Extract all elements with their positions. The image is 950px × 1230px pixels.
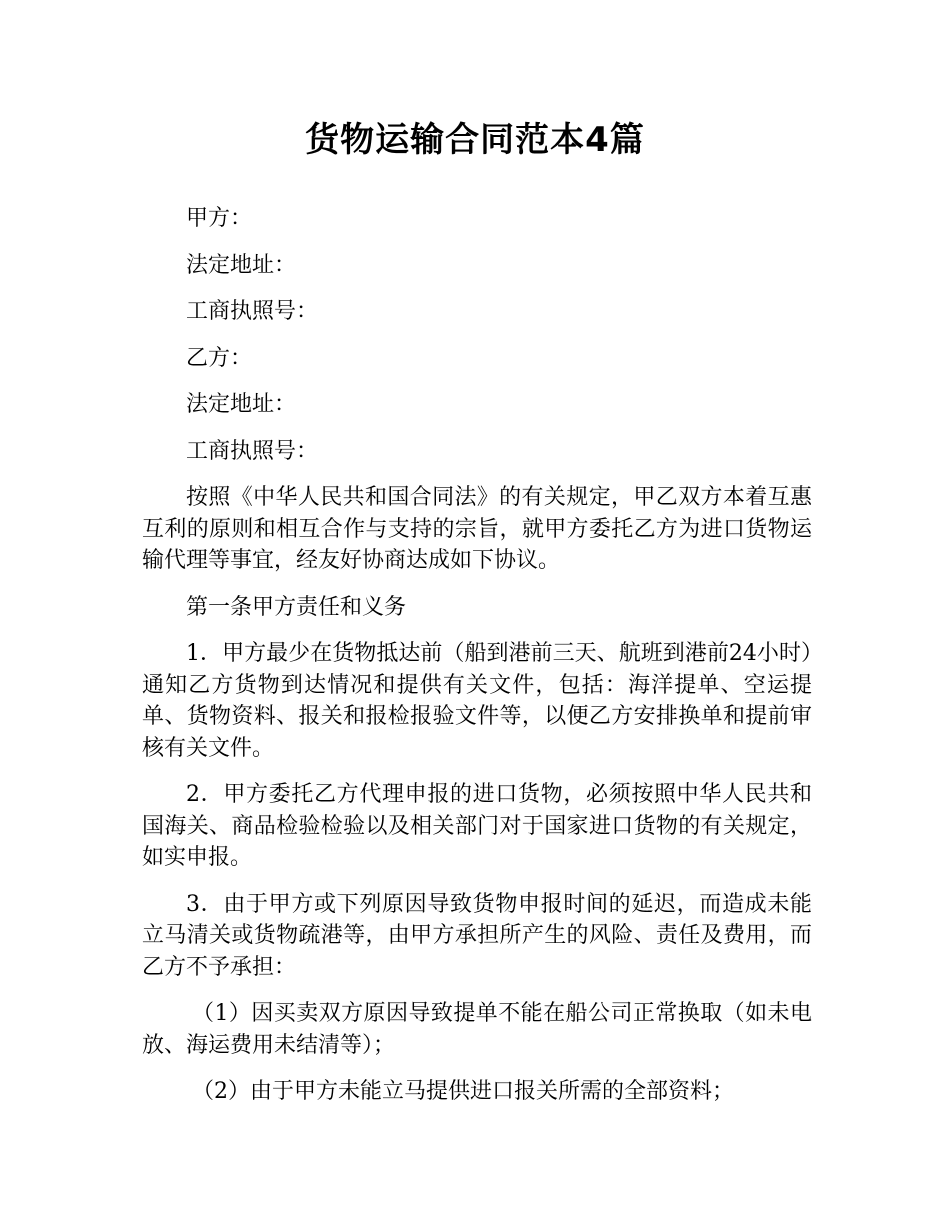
party-a-line: 甲方： bbox=[186, 206, 253, 231]
clause-3-paragraph: 3．由于甲方或下列原因导致货物申报时间的延迟，而造成未能立马清关或货物疏港等，由甲方承担所产生的风险、责任及费用，而乙方不予承担： bbox=[142, 891, 812, 980]
sub-clause-2-paragraph: （2）由于甲方未能立马提供进口报关所需的全部资料； bbox=[192, 1079, 734, 1104]
clause-2-paragraph: 2．甲方委托乙方代理申报的进口货物，必须按照中华人民共和国海关、商品检验检验以及相关部门对于国家进口货物的有关规定，如实申报。 bbox=[142, 782, 812, 870]
document-title: 货物运输合同范本4篇 bbox=[305, 120, 645, 160]
document-body bbox=[142, 203, 812, 1123]
party-b-license-line: 工商执照号： bbox=[186, 438, 319, 464]
party-a-license-line: 工商执照号： bbox=[186, 299, 319, 324]
intro-paragraph: 按照《中华人民共和国合同法》的有关规定，甲乙双方本着互惠互利的原则和相互合作与支持的宗旨，就甲方委托乙方为进口货物运输代理等事宜，经友好协商达成如下协议。 bbox=[142, 485, 812, 573]
clause-1-paragraph: 1．甲方最少在货物抵达前（船到港前三天、航班到港前24小时）通知乙方货物到达情况和提供有关文件，包括：海洋提单、空运提单、货物资料、报关和报检报验文件等，以便乙方安排换单和提前审核有关文件。 bbox=[142, 641, 812, 761]
article-1-heading: 第一条甲方责任和义务 bbox=[186, 594, 407, 620]
sub-clause-1-paragraph: （1）因买卖双方原因导致提单不能在船公司正常换取（如未电放、海运费用未结清等）； bbox=[142, 1001, 812, 1058]
party-b-line: 乙方： bbox=[186, 345, 253, 371]
party-a-address-line: 法定地址： bbox=[186, 252, 297, 278]
party-b-address-line: 法定地址： bbox=[186, 392, 297, 417]
